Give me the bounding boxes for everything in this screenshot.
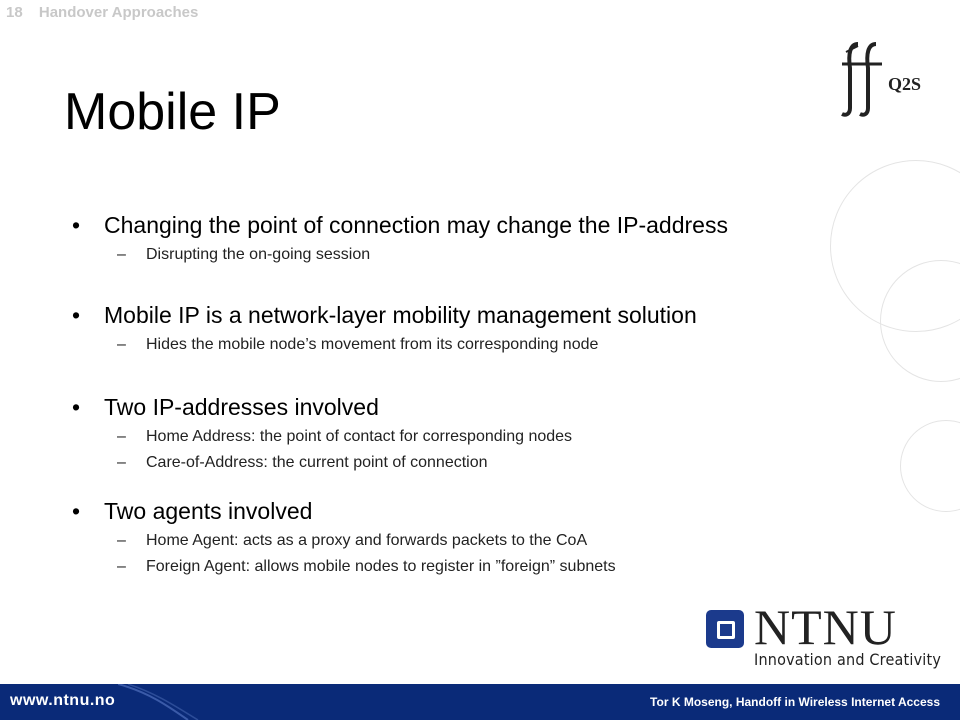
- bullet-list: [72, 208, 932, 580]
- footer-swoosh-icon: [118, 684, 208, 720]
- bullet-text: Changing the point of connection may change the IP-address: [104, 212, 728, 238]
- ntnu-tagline: Innovation and Creativity: [754, 650, 942, 669]
- dash-icon: –: [117, 246, 126, 263]
- slide-number: 18: [6, 4, 23, 21]
- dash-icon: –: [117, 336, 126, 353]
- bullet-text: Mobile IP is a network-layer mobility management solution: [104, 302, 697, 328]
- bullet-item: [72, 494, 932, 528]
- bullet-section: [72, 298, 932, 390]
- sub-bullet-text: Disrupting the on-going session: [146, 246, 371, 263]
- bullet-item: [72, 390, 932, 424]
- footer-url-link[interactable]: www.ntnu.no: [10, 692, 116, 709]
- ntnu-logo: [704, 599, 942, 674]
- sub-bullet-item: [72, 424, 932, 450]
- sub-bullet-text: Hides the mobile node’s movement from its corresponding node: [146, 336, 599, 353]
- footer-bar: [0, 684, 960, 720]
- sub-bullet-item: [72, 242, 932, 268]
- dash-icon: –: [117, 532, 126, 549]
- bullet-icon: •: [72, 394, 81, 420]
- sub-bullet-item: [72, 554, 932, 580]
- sub-bullet-text: Home Address: the point of contact for corresponding nodes: [146, 428, 573, 445]
- bullet-text: Two IP-addresses involved: [104, 394, 379, 420]
- bullet-section: [72, 390, 932, 494]
- bullet-section: [72, 494, 932, 580]
- dash-icon: –: [117, 454, 126, 471]
- footer-credit: Tor K Moseng, Handoff in Wireless Internet Access: [650, 695, 940, 709]
- ntnu-wordmark: NTNU: [754, 599, 897, 655]
- slide-title: Mobile IP: [64, 83, 281, 141]
- dash-icon: –: [117, 558, 126, 575]
- sub-bullet-item: [72, 528, 932, 554]
- bullet-item: [72, 298, 932, 332]
- sub-bullet-item: [72, 450, 932, 476]
- bullet-text: Two agents involved: [104, 498, 313, 524]
- sub-bullet-item: [72, 332, 932, 358]
- slide-header: [6, 4, 198, 21]
- sub-bullet-text: Home Agent: acts as a proxy and forwards packets to the CoA: [146, 532, 588, 549]
- ntnu-square-icon: [706, 610, 744, 648]
- bullet-item: [72, 208, 932, 242]
- sub-bullet-text: Foreign Agent: allows mobile nodes to register in ”foreign” subnets: [146, 558, 616, 575]
- bullet-icon: •: [72, 498, 81, 524]
- q2s-logo: [838, 38, 938, 118]
- bullet-icon: •: [72, 212, 81, 238]
- section-title: Handover Approaches: [38, 4, 199, 21]
- bullet-section: [72, 208, 932, 298]
- bullet-icon: •: [72, 302, 81, 328]
- q2s-text: Q2S: [888, 74, 922, 94]
- sub-bullet-text: Care-of-Address: the current point of connection: [146, 454, 488, 471]
- dash-icon: –: [117, 428, 126, 445]
